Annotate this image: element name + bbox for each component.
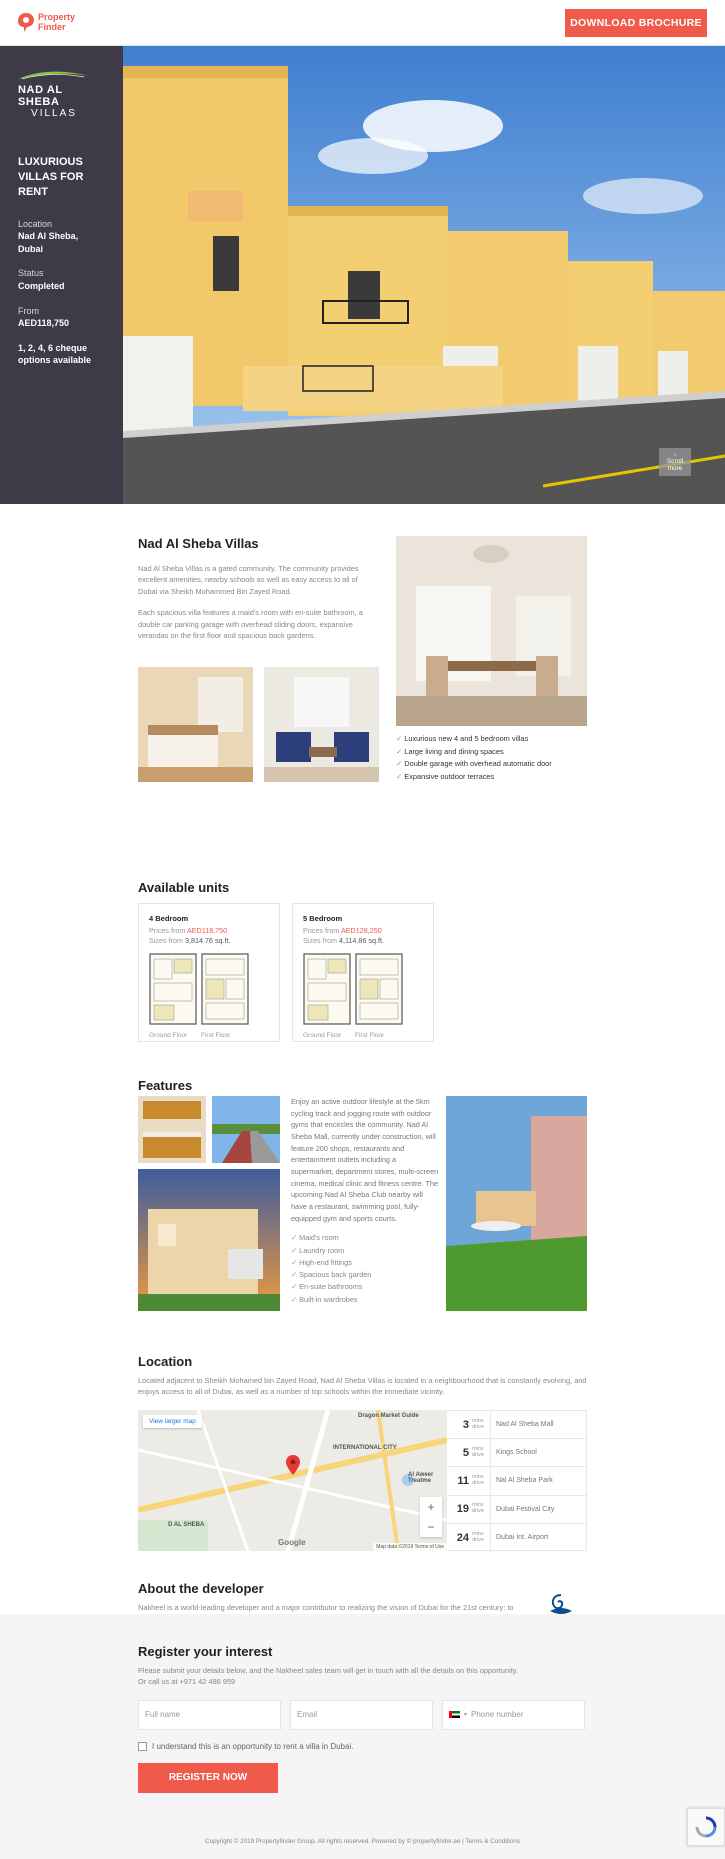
highlight-item: ✓ Luxurious new 4 and 5 bedroom villas [396,733,552,746]
scroll-more-button[interactable] [659,448,691,476]
price-label: Prices from [149,926,186,935]
view-larger-map-link[interactable]: View larger map [143,1415,202,1428]
payment-info [18,342,105,367]
unit-name: 5 Bedroom [303,914,343,923]
agree-label: I understand this is an opportunity to rent a villa in Dubai. [152,1741,354,1751]
distance-row [447,1411,586,1439]
email-input[interactable] [290,1700,433,1730]
hero-villa-photo [123,46,725,504]
size-label: Sizes from [303,936,337,946]
feature-item: ✓ Spacious back garden [291,1269,439,1281]
villa-sunset-illustration [138,1169,280,1311]
cycling-track-illustration [212,1096,280,1163]
uae-flag-icon[interactable] [449,1711,460,1718]
villa-street-illustration [123,46,725,504]
map-label: Dragon Market Guide [358,1412,419,1419]
distance-place: Kings School [490,1439,586,1466]
distance-row [447,1439,586,1467]
register-instructions: Please submit your details below, and the Nakheel sales team will get in touch with all the details on this opportunity. [138,1666,518,1675]
map-attribution[interactable]: Map data ©2019 Terms of Use [373,1543,447,1551]
unit-size: 3,814.76 sq.ft. [184,936,231,946]
distance-unit: mins drive [472,1531,484,1543]
register-now-button[interactable]: REGISTER NOW [138,1763,278,1793]
distance-minutes: 5 [462,1446,469,1459]
bedroom-photo [138,667,253,782]
feature-item: ✓ En-suite bathrooms [291,1281,439,1293]
download-brochure-button[interactable]: DOWNLOAD BROCHURE [565,9,707,37]
register-title: Register your interest [138,1644,273,1659]
scroll-arrow-icon: ↓ [673,451,677,458]
floor-plan-icon [303,953,351,1025]
plan-caption: First Floor [201,1031,231,1039]
price-value: AED118,750 [18,318,70,329]
unit-size: 4,114.86 sq.ft. [338,936,384,946]
agree-checkbox-row[interactable] [138,1742,585,1751]
propertyfinder-logo-icon [18,13,34,32]
unit-name: 4 Bedroom [149,914,189,923]
scroll-label-1: Scroll [666,458,684,466]
about-title: Nad Al Sheba Villas [138,536,259,551]
hero-section [0,46,725,504]
distance-minutes: 19 [456,1503,469,1516]
feature-item: ✓ Built-in wardrobes [291,1294,439,1306]
size-label: Sizes from [149,936,183,946]
zoom-in-button[interactable]: + [427,1499,435,1514]
email-placeholder: Email [297,1710,318,1720]
price-label: From [18,305,39,316]
kitchen-photo [138,1096,206,1163]
location-label: Location [18,218,53,229]
features-section [138,1078,587,1318]
distance-place: Nal Al Sheba Park [490,1467,586,1494]
footer-copyright: Copyright © 2019 Propertyfinder Group. All rights reserved. Powered by © propertyfinder.ae | Terms & Conditions [205,1838,520,1845]
map-label: INTERNATIONAL CITY [333,1444,397,1451]
hero-sidebar [0,46,123,504]
location-value: Nad Al Sheba, Dubai [18,231,79,254]
unit-card-5br[interactable] [292,903,434,1042]
distance-row [447,1496,586,1524]
feature-item: ✓ Laundry room [291,1245,439,1257]
floor-plan-ground[interactable] [149,953,197,1039]
kitchen-illustration [138,1096,206,1163]
map-roads-illustration [138,1410,447,1551]
location-map[interactable] [138,1410,447,1551]
unit-price: AED128,250 [340,926,382,935]
unit-price: AED118,750 [186,926,228,935]
nad-al-sheba-logo [18,70,105,119]
floor-plan-first[interactable] [355,953,403,1039]
cycling-track-photo [212,1096,280,1163]
distance-row [447,1524,586,1552]
logo-line1: Property [38,12,76,23]
register-section [0,1614,725,1859]
highlight-item: ✓ Large living and dining spaces [396,746,552,759]
floor-plan-first[interactable] [201,953,249,1039]
price-label: Prices from [303,926,340,935]
map-label: D AL SHEBA [168,1521,205,1528]
dropdown-caret-icon[interactable]: ▾ [464,1712,468,1719]
distance-minutes: 24 [456,1531,469,1544]
zoom-out-button[interactable]: − [427,1519,435,1534]
location-info [18,218,105,256]
scroll-label-2: more [667,465,683,473]
propertyfinder-logo[interactable] [18,13,75,32]
plan-caption: Ground Floor [149,1031,188,1039]
floor-plan-ground[interactable] [303,953,351,1039]
google-logo: Google [278,1537,306,1547]
distance-unit: mins drive [472,1502,484,1515]
highlights-list [396,733,552,784]
dining-room-illustration [396,536,587,726]
feature-item: ✓ High-end fittings [291,1257,439,1269]
about-paragraph-1: Nad Al Sheba Villas is a gated community. The community provides excellent amenities, nearby schools as well as easy access to all of Dubai via Sheikh Mohammed Bin Zayed Road. [138,564,359,596]
logo-line2: Finder [38,21,66,32]
floor-plan-icon [149,953,197,1025]
dining-room-photo [396,536,587,726]
agree-checkbox[interactable] [138,1742,147,1751]
project-logo-line1: NAD AL SHEBA [18,84,63,108]
floor-plan-icon [355,953,403,1025]
full-name-placeholder: Full name [145,1710,181,1720]
location-description: Located adjacent to Sheikh Mohamed bin Zayed Road, Nad Al Sheba Villas is located in a neighbourhood that is constantly evolving, and enjoys access to all of Dubai, as well as a number of top schools within the immediate vicinity. [138,1376,587,1397]
plan-caption: First Floor [355,1031,385,1039]
phone-placeholder: Phone number [471,1710,524,1720]
distance-unit: mins drive [472,1474,484,1486]
garden-illustration [446,1096,587,1311]
plan-caption: Ground Floor [303,1031,342,1039]
distance-unit: mins drive [472,1445,484,1458]
map-pin-icon[interactable] [286,1455,300,1475]
distance-place: Dubai Festival City [490,1496,586,1523]
feature-item: ✓ Maid's room [291,1232,439,1244]
register-phone: Or call us at +971 42 486 959 [138,1677,236,1687]
map-label: Al Aweer Treatme [408,1471,434,1484]
features-list [291,1232,439,1306]
units-section [138,880,587,1042]
distance-minutes: 3 [462,1418,469,1431]
developer-title: About the developer [138,1580,264,1596]
status-info [18,267,105,292]
distance-place: Dubai Int. Airport [490,1524,586,1552]
features-description: Enjoy an active outdoor lifestyle at the 5km cycling track and jogging route with outdoor gyms that encircles the community. Nad Al Sheba Mall, currently under construction, will feature 200 shops, restaurants and entertainment outlets including a supermarket, department stores, multi-screen cinema, medical clinic and fitness centre. The upcoming Nad Al Sheba Club nearby will have a restaurant, swimming pool, fully-equipped gym and sports courts. ✓ Maid's room ✓ Laundry room ✓ High-end fittings ✓ Spacious back garden ✓ En-suite bathrooms ✓ Built-in wardrobes [291,1096,439,1306]
recaptcha-icon [695,1816,717,1838]
project-logo-line2: VILLAS [31,108,77,119]
garden-photo [446,1096,587,1311]
distance-list [447,1410,587,1551]
living-room-photo [264,667,379,782]
developer-description: Nakheel is a world-leading developer and a major contributor to realizing the vision of Dubai for the 21st century: to [138,1602,514,1612]
villa-sunset-photo [138,1169,280,1311]
full-name-input[interactable] [138,1700,281,1730]
payment-note: 1, 2, 4, 6 cheque options available [18,342,92,366]
status-value: Completed [18,280,65,291]
price-info [18,305,105,330]
about-paragraph-2: Each spacious villa features a maid's room with en-suite bathroom, a double car parking garage with overhead sliding doors, expansive verandas on the first floor and spacious back gardens. [138,608,363,641]
distance-minutes: 11 [457,1474,469,1487]
unit-card-4br[interactable] [138,903,280,1042]
top-header [0,0,725,46]
living-room-illustration [264,667,379,782]
location-title: Location [138,1354,193,1369]
about-section [0,536,725,1651]
phone-input[interactable] [442,1700,585,1730]
features-title: Features [138,1078,193,1093]
distance-row [447,1467,586,1495]
status-label: Status [18,268,44,279]
leaf-swoosh-icon [18,70,90,80]
distance-place: Nad Al Sheba Mall [490,1411,586,1438]
bedroom-illustration [138,667,253,782]
floor-plan-icon [201,953,249,1025]
location-section [138,1354,587,1551]
hero-headline: LUXURIOUS VILLAS FOR RENT [18,156,84,198]
units-title: Available units [138,880,230,895]
highlight-item: ✓ Expansive outdoor terraces [396,771,552,784]
highlight-item: ✓ Double garage with overhead automatic door [396,758,552,771]
map-zoom-control [420,1497,442,1537]
distance-unit: mins drive [472,1417,484,1430]
